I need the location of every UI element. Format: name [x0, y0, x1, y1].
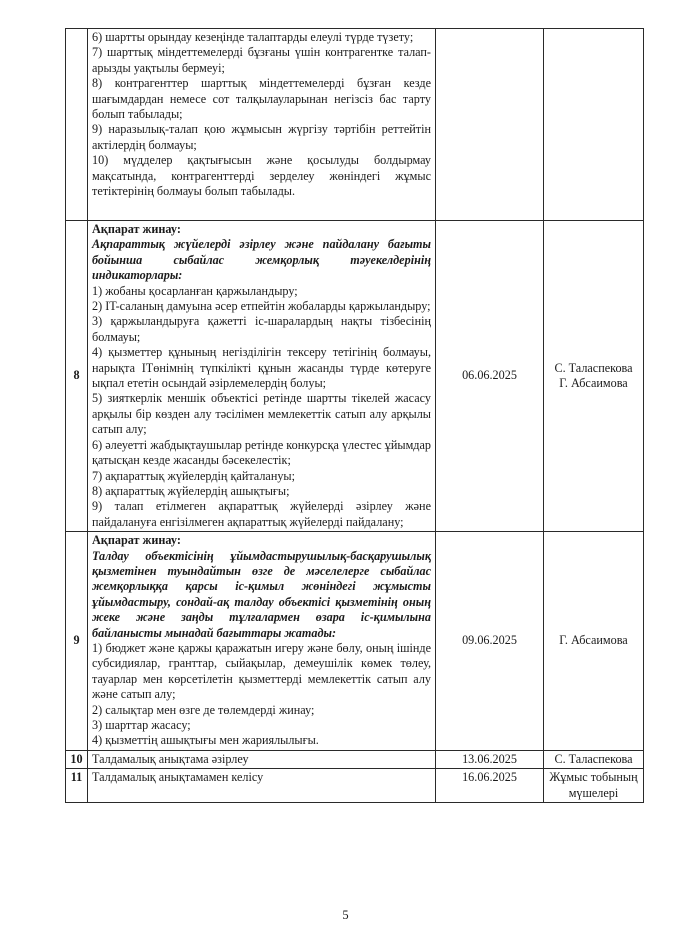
list-item: 7) ақпараттық жүйелердің қайталануы;: [92, 468, 296, 483]
row-description: Талдамалық анықтамамен келісу: [88, 769, 436, 803]
page-number: 5: [342, 908, 349, 922]
row-description: [88, 532, 436, 751]
row-number: [66, 29, 88, 221]
row-responsible: [544, 29, 644, 221]
responsible-person: мүшелері: [568, 785, 619, 800]
list-item: 5) зияткерлік меншік объектісі ретінде шартты тікелей жасасу арқылы бір көзден алу тәсілімен мемлекеттік сатып алу арқылы сатып алу;: [92, 391, 431, 437]
list-item: 1) жобаны қосарланған қаржыландыру;: [92, 283, 298, 298]
list-item: 10) мүдделер қақтығысын және қосылуды болдырмау мақсатында, контрагенттерді зерделеу жөніндегі жұмыс тетіктерінің болмауы болып табылады.: [92, 153, 431, 199]
list-item: 3) шарттар жасасу;: [92, 718, 191, 732]
table-row: [66, 221, 644, 532]
list-item: 6) шартты орындау кезеңінде талаптарды елеулі түрде түзету;: [92, 30, 414, 44]
list-item: 4) қызметтің ашықтығы мен жариялылығы.: [92, 733, 319, 748]
section-header: Ақпарат жинау:: [92, 533, 181, 548]
row-responsible: [544, 769, 644, 803]
responsible-person: Г. Абсаимова: [559, 376, 628, 391]
row-description: [88, 29, 436, 221]
list-item: 8) контрагенттер шарттық міндеттемелерді бұзған кезде шағымдардан немесе сот талқылауларынан негізсіз бас тарту болып табылады;: [92, 76, 431, 122]
list-item: 7) шарттық міндеттемелерді бұзғаны үшін контрагентке талап-арызды уақтылы бермеуі;: [92, 45, 431, 75]
row-number: 10: [66, 750, 88, 768]
section-subheader: Талдау объектісінің ұйымдастырушылық-басқарушылық қызметінен туындайтын өзге де мәселелерге сыбайлас жемқорлыққа қарсы іс-қимыл жөніндегі жұмысты ұйымдастыру, сондай-ақ талдау объектісі қызметінің оның жеке және заңды тұлғалармен өзара іс-қимылына байланысты мынадай бағыттары жатады:: [92, 548, 431, 640]
plan-table: [65, 28, 644, 803]
row-number: 9: [66, 532, 88, 751]
row-responsible: [544, 750, 644, 768]
row-responsible: [544, 532, 644, 751]
table-row: [66, 29, 644, 221]
list-item: 4) қызметтер құнының негізділігін тексеру тетігінің болмауы, нарықта ITөнімнің түпкілікті құнын жасанды түрде көтеруге ықпал ететін осындай әзірлемелердің болуы;: [92, 345, 431, 391]
list-item: 8) ақпараттық жүйелердің ашықтығы;: [92, 483, 290, 498]
table-row: [66, 532, 644, 751]
table-row: [66, 769, 644, 803]
section-subheader: Ақпараттық жүйелерді әзірлеу және пайдалану бағыты бойынша сыбайлас жемқорлық тәуекелдерінің индикаторлары:: [92, 237, 431, 283]
row-responsible: [544, 221, 644, 532]
list-item: 2) салықтар мен өзге де төлемдерді жинау;: [92, 702, 315, 717]
list-item: 3) қаржыландыруға қажетті іс-шаралардың нақты тізбесінің болмауы;: [92, 314, 431, 344]
table-row: [66, 750, 644, 768]
list-item: 2) IT-саланың дамуына әсер етпейтін жобаларды қаржыландыру;: [92, 299, 431, 314]
row-number: 11: [66, 769, 88, 803]
row-date: 06.06.2025: [436, 221, 544, 532]
row-description: Талдамалық анықтама әзірлеу: [88, 750, 436, 768]
row-date: [436, 29, 544, 221]
row-description: [88, 221, 436, 532]
section-header: Ақпарат жинау:: [92, 222, 181, 236]
row-date: 13.06.2025: [436, 750, 544, 768]
responsible-person: Г. Абсаимова: [559, 633, 628, 648]
responsible-person: С. Таласпекова: [554, 751, 633, 766]
list-item: 9) наразылық-талап қою жұмысын жүргізу тәртібін реттейтін актілердің болмауы;: [92, 122, 431, 152]
row-date: 16.06.2025: [436, 769, 544, 803]
list-item: 9) талап етілмеген ақпараттық жүйелерді әзірлеу және пайдалануға енгізілмеген ақпараттық жүйелерді пайдалану;: [92, 499, 431, 529]
row-date: 09.06.2025: [436, 532, 544, 751]
list-item: 6) әлеуетті жабдықтаушылар ретінде конкурсқа үлестес ұйымдар қатысқан кезде жасанды бәсекелестік;: [92, 437, 431, 468]
row-number: 8: [66, 221, 88, 532]
responsible-person: Жұмыс тобының: [549, 770, 638, 785]
list-item: 1) бюджет және қаржы қаражатын игеру және бөлу, оның ішінде субсидиялар, гранттар, сыйақылар, демеушілік көмек төлеу, тауарлар мен көрсетілетін қызметтерді мемлекеттік сатып алу және сатып алу;: [92, 640, 431, 702]
responsible-person: С. Таласпекова: [554, 360, 633, 375]
